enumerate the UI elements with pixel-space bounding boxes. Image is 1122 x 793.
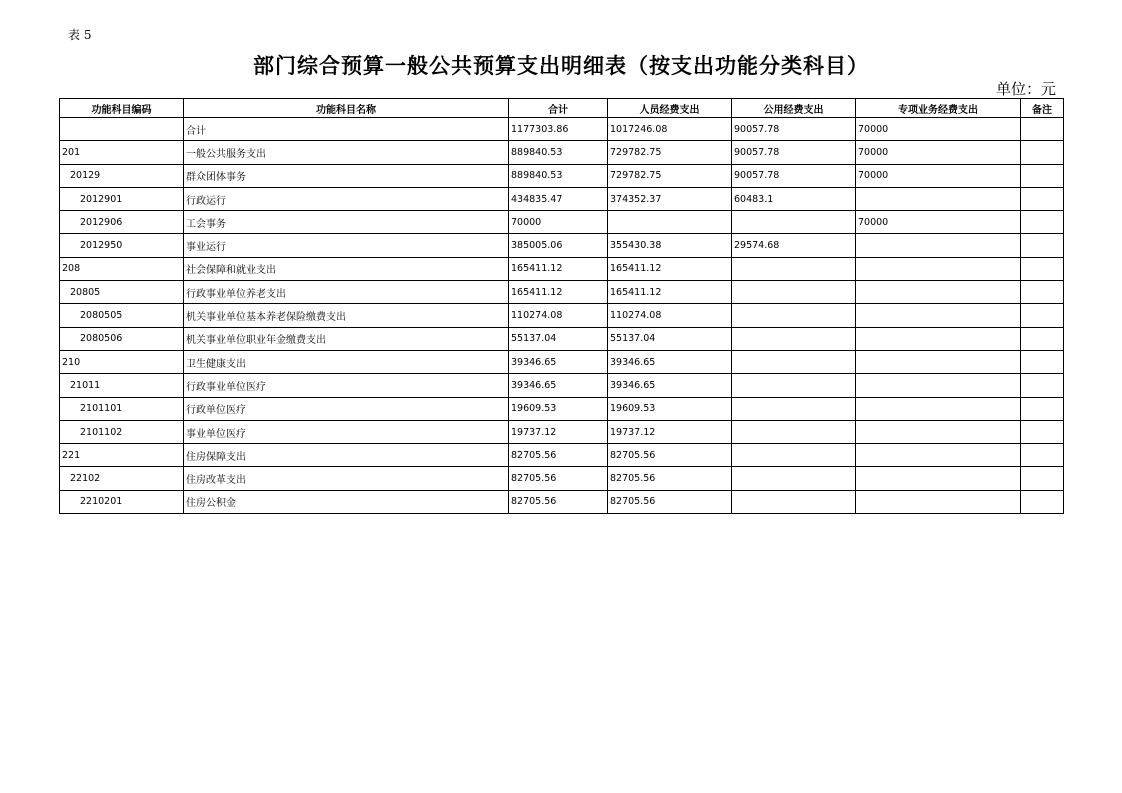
header-note: 备注 (1021, 99, 1064, 118)
cell-personnel (608, 211, 732, 234)
cell-note (1021, 304, 1064, 327)
cell-total: 19737.12 (509, 420, 608, 443)
cell-total: 165411.12 (509, 281, 608, 304)
cell-note (1021, 257, 1064, 280)
table-row (60, 211, 1064, 234)
cell-note (1021, 444, 1064, 467)
cell-total: 70000 (509, 211, 608, 234)
cell-name: 机关事业单位职业年金缴费支出 (184, 327, 509, 350)
cell-code: 21011 (60, 374, 184, 397)
cell-special (856, 374, 1021, 397)
cell-name: 行政单位医疗 (184, 397, 509, 420)
cell-public: 29574.68 (732, 234, 856, 257)
budget-table (59, 98, 1064, 514)
cell-total: 889840.53 (509, 164, 608, 187)
cell-personnel: 355430.38 (608, 234, 732, 257)
cell-code: 2101102 (60, 420, 184, 443)
cell-public (732, 327, 856, 350)
cell-note (1021, 187, 1064, 210)
cell-total: 55137.04 (509, 327, 608, 350)
cell-public: 90057.78 (732, 141, 856, 164)
cell-special (856, 281, 1021, 304)
cell-personnel: 55137.04 (608, 327, 732, 350)
table-row (60, 350, 1064, 373)
cell-note (1021, 420, 1064, 443)
cell-name: 行政运行 (184, 187, 509, 210)
cell-public (732, 490, 856, 513)
cell-name: 卫生健康支出 (184, 350, 509, 373)
cell-public (732, 374, 856, 397)
cell-note (1021, 350, 1064, 373)
cell-total: 39346.65 (509, 374, 608, 397)
cell-public (732, 350, 856, 373)
table-row (60, 141, 1064, 164)
cell-personnel: 1017246.08 (608, 118, 732, 141)
cell-total: 165411.12 (509, 257, 608, 280)
cell-personnel: 39346.65 (608, 374, 732, 397)
cell-code: 20805 (60, 281, 184, 304)
cell-total: 889840.53 (509, 141, 608, 164)
table-row (60, 397, 1064, 420)
cell-personnel: 165411.12 (608, 281, 732, 304)
cell-personnel: 165411.12 (608, 257, 732, 280)
cell-name: 事业单位医疗 (184, 420, 509, 443)
cell-personnel: 19737.12 (608, 420, 732, 443)
table-row (60, 467, 1064, 490)
table-row (60, 257, 1064, 280)
cell-total: 82705.56 (509, 467, 608, 490)
cell-personnel: 19609.53 (608, 397, 732, 420)
cell-note (1021, 164, 1064, 187)
cell-special: 70000 (856, 211, 1021, 234)
cell-total: 82705.56 (509, 444, 608, 467)
cell-note (1021, 281, 1064, 304)
cell-name: 行政事业单位医疗 (184, 374, 509, 397)
cell-special (856, 420, 1021, 443)
cell-special: 70000 (856, 118, 1021, 141)
cell-total: 39346.65 (509, 350, 608, 373)
cell-public (732, 281, 856, 304)
table-row (60, 374, 1064, 397)
table-row (60, 118, 1064, 141)
cell-personnel: 39346.65 (608, 350, 732, 373)
cell-special (856, 304, 1021, 327)
table-row (60, 187, 1064, 210)
cell-code: 208 (60, 257, 184, 280)
table-row (60, 234, 1064, 257)
cell-personnel: 82705.56 (608, 444, 732, 467)
cell-code: 201 (60, 141, 184, 164)
header-special: 专项业务经费支出 (856, 99, 1021, 118)
cell-note (1021, 490, 1064, 513)
cell-public (732, 397, 856, 420)
table-header-row (60, 99, 1064, 118)
cell-note (1021, 118, 1064, 141)
cell-note (1021, 397, 1064, 420)
cell-public (732, 211, 856, 234)
cell-note (1021, 211, 1064, 234)
cell-note (1021, 467, 1064, 490)
cell-name: 社会保障和就业支出 (184, 257, 509, 280)
cell-name: 住房公积金 (184, 490, 509, 513)
cell-special: 70000 (856, 164, 1021, 187)
cell-note (1021, 374, 1064, 397)
cell-personnel: 82705.56 (608, 467, 732, 490)
cell-name: 事业运行 (184, 234, 509, 257)
cell-name: 工会事务 (184, 211, 509, 234)
header-total: 合计 (509, 99, 608, 118)
table-row (60, 304, 1064, 327)
cell-name: 群众团体事务 (184, 164, 509, 187)
table-body (60, 118, 1064, 514)
cell-personnel: 729782.75 (608, 164, 732, 187)
table-row (60, 444, 1064, 467)
table-row (60, 281, 1064, 304)
table-row (60, 490, 1064, 513)
sheet-label: 表 5 (68, 28, 92, 42)
header-code: 功能科目编码 (60, 99, 184, 118)
header-public: 公用经费支出 (732, 99, 856, 118)
cell-total: 19609.53 (509, 397, 608, 420)
cell-total: 110274.08 (509, 304, 608, 327)
cell-name: 住房保障支出 (184, 444, 509, 467)
cell-code: 2012950 (60, 234, 184, 257)
table-row (60, 327, 1064, 350)
cell-special (856, 397, 1021, 420)
cell-name: 合计 (184, 118, 509, 141)
cell-name: 行政事业单位养老支出 (184, 281, 509, 304)
cell-special (856, 327, 1021, 350)
cell-public (732, 467, 856, 490)
cell-personnel: 729782.75 (608, 141, 732, 164)
unit-label: 单位：元 (995, 80, 1056, 98)
cell-public (732, 420, 856, 443)
cell-personnel: 82705.56 (608, 490, 732, 513)
cell-code: 20129 (60, 164, 184, 187)
cell-code: 2101101 (60, 397, 184, 420)
cell-personnel: 374352.37 (608, 187, 732, 210)
cell-special (856, 467, 1021, 490)
cell-special (856, 444, 1021, 467)
cell-special (856, 234, 1021, 257)
cell-code: 210 (60, 350, 184, 373)
cell-code: 2012906 (60, 211, 184, 234)
cell-code: 2080506 (60, 327, 184, 350)
cell-public: 90057.78 (732, 118, 856, 141)
cell-name: 一般公共服务支出 (184, 141, 509, 164)
cell-total: 82705.56 (509, 490, 608, 513)
cell-public (732, 304, 856, 327)
cell-special (856, 490, 1021, 513)
cell-public (732, 444, 856, 467)
header-name: 功能科目名称 (184, 99, 509, 118)
cell-code (60, 118, 184, 141)
cell-special (856, 257, 1021, 280)
cell-personnel: 110274.08 (608, 304, 732, 327)
cell-public: 60483.1 (732, 187, 856, 210)
cell-name: 住房改革支出 (184, 467, 509, 490)
header-personnel: 人员经费支出 (608, 99, 732, 118)
cell-total: 434835.47 (509, 187, 608, 210)
cell-special (856, 350, 1021, 373)
cell-special (856, 187, 1021, 210)
table-row (60, 164, 1064, 187)
cell-code: 2012901 (60, 187, 184, 210)
cell-special: 70000 (856, 141, 1021, 164)
cell-note (1021, 141, 1064, 164)
table-row (60, 420, 1064, 443)
cell-total: 385005.06 (509, 234, 608, 257)
cell-code: 2080505 (60, 304, 184, 327)
cell-code: 22102 (60, 467, 184, 490)
cell-total: 1177303.86 (509, 118, 608, 141)
cell-code: 2210201 (60, 490, 184, 513)
cell-note (1021, 327, 1064, 350)
cell-public: 90057.78 (732, 164, 856, 187)
page-title: 部门综合预算一般公共预算支出明细表（按支出功能分类科目） (253, 54, 869, 78)
cell-note (1021, 234, 1064, 257)
cell-name: 机关事业单位基本养老保险缴费支出 (184, 304, 509, 327)
cell-code: 221 (60, 444, 184, 467)
cell-public (732, 257, 856, 280)
